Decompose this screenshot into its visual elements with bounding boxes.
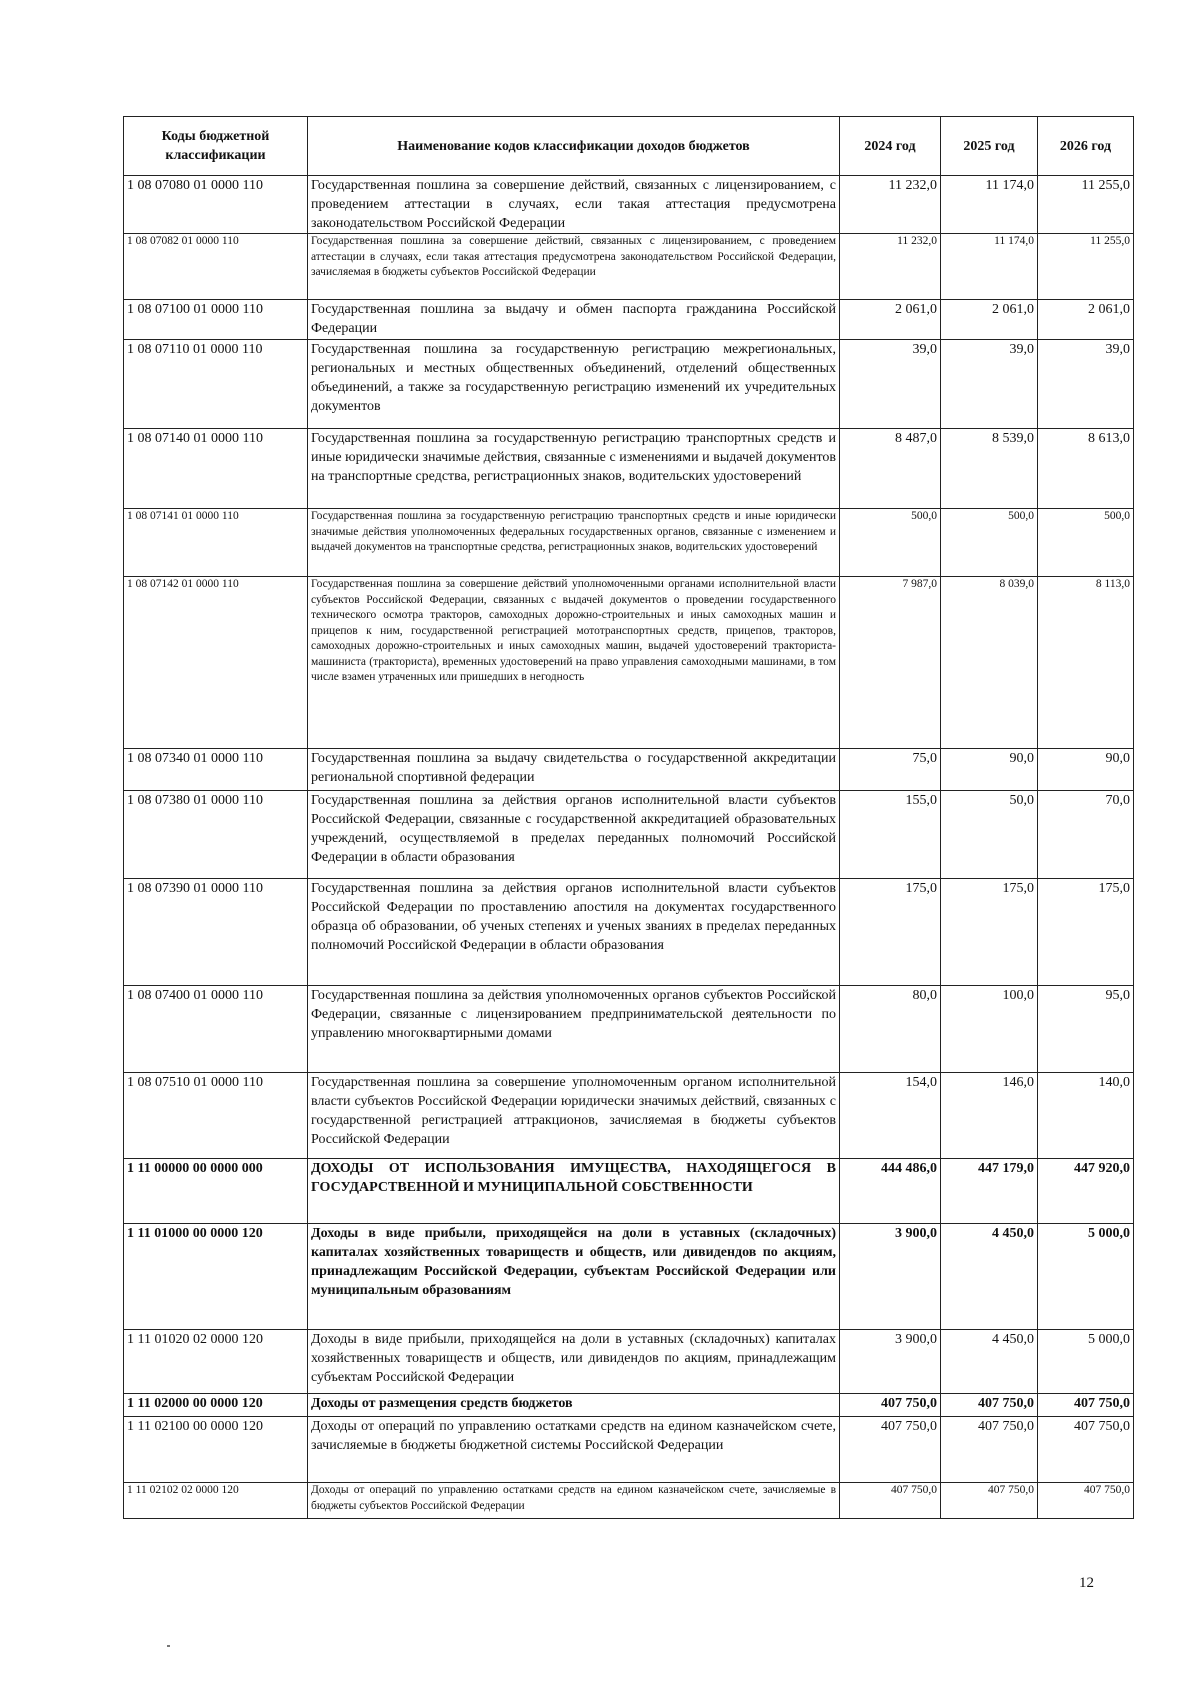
table-header-row: [124, 117, 1134, 176]
table-row: [124, 1073, 1134, 1159]
row-name: Государственная пошлина за действия органов исполнительной власти субъектов Российской Федерации по проставлению апостиля на документах государственного образца об образовании, об ученых степенях и ученых званиях в пределах переданных полномочий Российской Федерации в области образования: [308, 879, 840, 986]
budget-revenue-table: [123, 116, 1134, 1519]
row-2024: 154,0: [840, 1073, 941, 1159]
row-2026: 140,0: [1038, 1073, 1134, 1159]
row-name: Доходы в виде прибыли, приходящейся на доли в уставных (складочных) капиталах хозяйственных товариществ и обществ, или дивидендов по акциям, принадлежащим субъектам Российской Федерации: [308, 1330, 840, 1394]
scan-speck: [167, 1645, 170, 1647]
row-2025: 8 039,0: [941, 577, 1038, 749]
row-2025: 2 061,0: [941, 300, 1038, 340]
row-code: 1 11 02000 00 0000 120: [124, 1394, 308, 1417]
row-name: Государственная пошлина за совершение уполномоченным органом исполнительной власти субъектов Российской Федерации юридически значимых действий, связанных с государственной регистрацией аттракционов, зачисляемая в бюджеты субъектов Российской Федерации: [308, 1073, 840, 1159]
row-2025: 39,0: [941, 340, 1038, 429]
row-2026: 70,0: [1038, 791, 1134, 879]
row-2025: 407 750,0: [941, 1394, 1038, 1417]
row-name: Доходы в виде прибыли, приходящейся на доли в уставных (складочных) капиталах хозяйственных товариществ и обществ, или дивидендов по акциям, принадлежащим Российской Федерации, субъектам Российской Федерации или муниципальным образованиям: [308, 1224, 840, 1330]
row-code: 1 08 07510 01 0000 110: [124, 1073, 308, 1159]
row-2025: 100,0: [941, 986, 1038, 1073]
row-2024: 155,0: [840, 791, 941, 879]
row-code: 1 11 02102 02 0000 120: [124, 1483, 308, 1519]
row-name: Доходы от операций по управлению остатками средств на едином казначейском счете, зачисляемые в бюджеты бюджетной системы Российской Федерации: [308, 1417, 840, 1483]
row-2026: 95,0: [1038, 986, 1134, 1073]
row-2025: 500,0: [941, 509, 1038, 577]
row-2026: 175,0: [1038, 879, 1134, 986]
row-2024: 407 750,0: [840, 1483, 941, 1519]
row-2025: 447 179,0: [941, 1159, 1038, 1224]
table-row: [124, 1394, 1134, 1417]
table-row: [124, 1483, 1134, 1519]
row-name: Государственная пошлина за действия органов исполнительной власти субъектов Российской Федерации, связанные с государственной аккредитацией образовательных учреждений, осуществляемой в пределах переданных полномочий Российской Федерации в области образования: [308, 791, 840, 879]
row-code: 1 08 07100 01 0000 110: [124, 300, 308, 340]
page-number: 12: [1079, 1575, 1094, 1591]
row-code: 1 08 07400 01 0000 110: [124, 986, 308, 1073]
row-2026: 407 750,0: [1038, 1417, 1134, 1483]
table-row: [124, 300, 1134, 340]
row-name: Государственная пошлина за государственную регистрацию межрегиональных, региональных и местных общественных объединений, отделений общественных объединений, а также за государственную регистрацию изменений их учредительных документов: [308, 340, 840, 429]
row-code: 1 11 01000 00 0000 120: [124, 1224, 308, 1330]
table-row: [124, 1417, 1134, 1483]
row-2024: 11 232,0: [840, 234, 941, 300]
row-name: Государственная пошлина за совершение действий, связанных с лицензированием, с проведением аттестации в случаях, если такая аттестация предусмотрена законодательством Российской Федерации: [308, 176, 840, 234]
row-name: Государственная пошлина за совершение действий, связанных с лицензированием, с проведением аттестации в случаях, если такая аттестация предусмотрена законодательством Российской Федерации, зачисляемая в бюджеты субъектов Российской Федерации: [308, 234, 840, 300]
row-2026: 39,0: [1038, 340, 1134, 429]
table-row: [124, 176, 1134, 234]
row-2024: 3 900,0: [840, 1330, 941, 1394]
row-code: 1 08 07141 01 0000 110: [124, 509, 308, 577]
row-2026: 90,0: [1038, 749, 1134, 791]
row-code: 1 08 07380 01 0000 110: [124, 791, 308, 879]
row-2024: 80,0: [840, 986, 941, 1073]
table-row: [124, 1330, 1134, 1394]
row-2024: 3 900,0: [840, 1224, 941, 1330]
row-2026: 447 920,0: [1038, 1159, 1134, 1224]
row-2025: 11 174,0: [941, 176, 1038, 234]
row-name: ДОХОДЫ ОТ ИСПОЛЬЗОВАНИЯ ИМУЩЕСТВА, НАХОДЯЩЕГОСЯ В ГОСУДАРСТВЕННОЙ И МУНИЦИПАЛЬНОЙ СОБСТВЕННОСТИ: [308, 1159, 840, 1224]
header-code: Коды бюджетной классификации: [124, 117, 308, 176]
table-row: [124, 1224, 1134, 1330]
row-code: 1 08 07142 01 0000 110: [124, 577, 308, 749]
header-name: Наименование кодов классификации доходов бюджетов: [308, 117, 840, 176]
row-2024: 407 750,0: [840, 1394, 941, 1417]
row-2024: 175,0: [840, 879, 941, 986]
row-2026: 11 255,0: [1038, 176, 1134, 234]
row-2024: 75,0: [840, 749, 941, 791]
table-row: [124, 340, 1134, 429]
row-2025: 146,0: [941, 1073, 1038, 1159]
header-2024: 2024 год: [840, 117, 941, 176]
row-code: 1 08 07140 01 0000 110: [124, 429, 308, 509]
row-2025: 4 450,0: [941, 1330, 1038, 1394]
row-2026: 407 750,0: [1038, 1394, 1134, 1417]
row-2026: 2 061,0: [1038, 300, 1134, 340]
row-name: Государственная пошлина за государственную регистрацию транспортных средств и иные юридически значимые действия уполномоченных федеральных государственных органов, связанные с изменением и выдачей документов на транспортные средства, регистрационных знаков, водительских удостоверений: [308, 509, 840, 577]
row-2025: 50,0: [941, 791, 1038, 879]
row-2024: 8 487,0: [840, 429, 941, 509]
row-code: 1 08 07340 01 0000 110: [124, 749, 308, 791]
row-name: Государственная пошлина за государственную регистрацию транспортных средств и иные юридически значимые действия, связанные с изменениями и выдачей документов на транспортные средства, регистрационных знаков, водительских удостоверений: [308, 429, 840, 509]
table-row: [124, 1159, 1134, 1224]
header-2025: 2025 год: [941, 117, 1038, 176]
row-code: 1 08 07080 01 0000 110: [124, 176, 308, 234]
row-name: Государственная пошлина за совершение действий уполномоченными органами исполнительной власти субъектов Российской Федерации, связанных с выдачей документов о проведении государственного технического осмотра тракторов, самоходных дорожно-строительных и иных самоходных машин и прицепов к ним, государственной регистрацией мототранспортных средств, прицепов, тракторов, самоходных дорожно-строительных и иных самоходных машин, выдачей удостоверений тракториста-машиниста (тракториста), временных удостоверений на право управления самоходными машинами, в том числе взамен утраченных или пришедших в негодность: [308, 577, 840, 749]
row-2025: 175,0: [941, 879, 1038, 986]
row-code: 1 08 07110 01 0000 110: [124, 340, 308, 429]
row-2024: 500,0: [840, 509, 941, 577]
row-2024: 39,0: [840, 340, 941, 429]
row-2026: 500,0: [1038, 509, 1134, 577]
table-row: [124, 749, 1134, 791]
row-2026: 5 000,0: [1038, 1330, 1134, 1394]
row-name: Доходы от операций по управлению остатками средств на едином казначейском счете, зачисляемые в бюджеты субъектов Российской Федерации: [308, 1483, 840, 1519]
row-2025: 407 750,0: [941, 1417, 1038, 1483]
row-name: Государственная пошлина за выдачу и обмен паспорта гражданина Российской Федерации: [308, 300, 840, 340]
row-name: Государственная пошлина за действия уполномоченных органов субъектов Российской Федерации, связанные с лицензированием предпринимательской деятельности по управлению многоквартирными домами: [308, 986, 840, 1073]
row-2026: 11 255,0: [1038, 234, 1134, 300]
row-2024: 444 486,0: [840, 1159, 941, 1224]
header-2026: 2026 год: [1038, 117, 1134, 176]
row-name: Государственная пошлина за выдачу свидетельства о государственной аккредитации региональной спортивной федерации: [308, 749, 840, 791]
row-code: 1 08 07390 01 0000 110: [124, 879, 308, 986]
row-code: 1 08 07082 01 0000 110: [124, 234, 308, 300]
row-2024: 7 987,0: [840, 577, 941, 749]
row-code: 1 11 02100 00 0000 120: [124, 1417, 308, 1483]
row-2026: 8 113,0: [1038, 577, 1134, 749]
row-2026: 5 000,0: [1038, 1224, 1134, 1330]
table-row: [124, 577, 1134, 749]
row-2025: 90,0: [941, 749, 1038, 791]
table-row: [124, 509, 1134, 577]
row-2025: 8 539,0: [941, 429, 1038, 509]
row-code: 1 11 00000 00 0000 000: [124, 1159, 308, 1224]
table-row: [124, 234, 1134, 300]
row-2024: 407 750,0: [840, 1417, 941, 1483]
table-row: [124, 429, 1134, 509]
row-2024: 2 061,0: [840, 300, 941, 340]
row-2026: 407 750,0: [1038, 1483, 1134, 1519]
row-2025: 4 450,0: [941, 1224, 1038, 1330]
row-2026: 8 613,0: [1038, 429, 1134, 509]
row-2025: 11 174,0: [941, 234, 1038, 300]
table-row: [124, 791, 1134, 879]
row-name: Доходы от размещения средств бюджетов: [308, 1394, 840, 1417]
row-code: 1 11 01020 02 0000 120: [124, 1330, 308, 1394]
row-2025: 407 750,0: [941, 1483, 1038, 1519]
table-row: [124, 986, 1134, 1073]
row-2024: 11 232,0: [840, 176, 941, 234]
table-row: [124, 879, 1134, 986]
